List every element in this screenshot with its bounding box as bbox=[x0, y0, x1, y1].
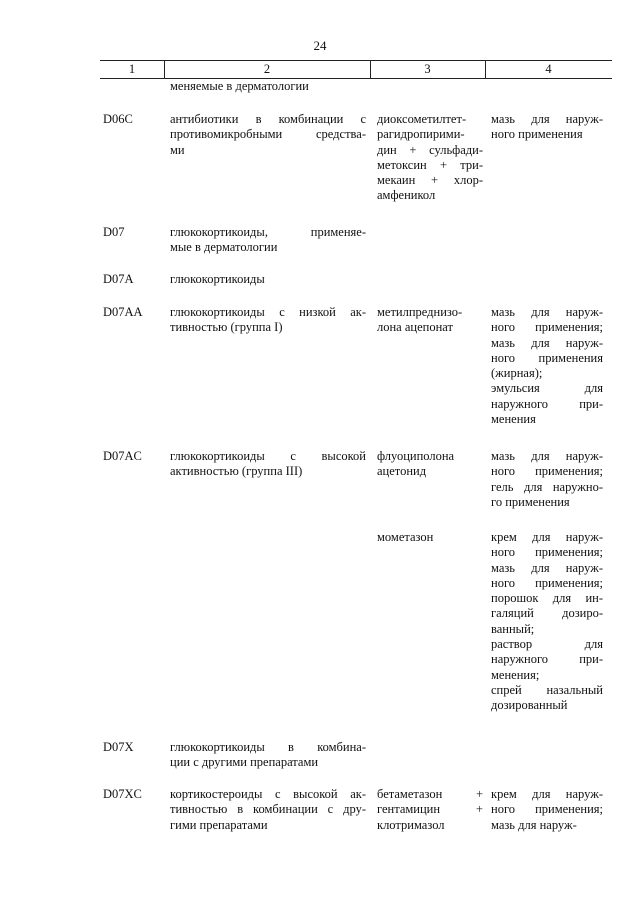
header-col-2: 2 bbox=[263, 62, 271, 76]
cell-line: ции с другими препаратами bbox=[170, 755, 319, 770]
atc-code: D07XC bbox=[103, 787, 142, 801]
cell-line: мометазон bbox=[377, 530, 434, 544]
cell-line: крем для наруж- bbox=[491, 530, 603, 544]
cell-line: тивностью (группа I) bbox=[170, 320, 283, 335]
cell-line: ного применения; bbox=[491, 575, 603, 590]
drug-name bbox=[377, 530, 483, 545]
dosage-form bbox=[491, 305, 603, 427]
group-name bbox=[170, 740, 366, 771]
cell-line: мазь для наруж- bbox=[491, 449, 603, 463]
cell-line: дин + сульфади- bbox=[377, 142, 483, 157]
cell-line: глюкокортикоиды с низкой ак- bbox=[170, 305, 366, 319]
cell-line: наружного при- bbox=[491, 396, 603, 411]
cell-line: кортикостероиды с высокой ак- bbox=[170, 787, 366, 801]
cell-line: глюкокортикоиды, применяе- bbox=[170, 225, 366, 239]
drug-name bbox=[377, 305, 483, 336]
drug-name bbox=[377, 449, 483, 480]
cell-line: противомикробными средства- bbox=[170, 127, 366, 142]
cell-line: менения bbox=[491, 412, 536, 427]
cell-line: клотримазол bbox=[377, 817, 445, 832]
cell-line: рагидропирими- bbox=[377, 127, 465, 142]
cell-line: амфеникол bbox=[377, 188, 436, 203]
cell-line: ного применения; bbox=[491, 464, 603, 479]
group-name bbox=[170, 225, 366, 256]
group-name bbox=[170, 449, 366, 480]
dosage-form bbox=[491, 449, 603, 510]
group-name bbox=[170, 272, 366, 287]
cell-line: глюкокортикоиды bbox=[170, 272, 265, 286]
cell-line: го применения bbox=[491, 494, 570, 509]
drug-name bbox=[377, 112, 483, 204]
cell-line: галяций дозиро- bbox=[491, 606, 603, 621]
cell-line: гентамицин + bbox=[377, 802, 483, 817]
cell-line: ного применения bbox=[491, 127, 583, 142]
page-number: 24 bbox=[313, 38, 327, 53]
atc-code: D06C bbox=[103, 112, 133, 126]
cell-line: флуоциполона bbox=[377, 449, 455, 463]
cell-line: гель для наружно- bbox=[491, 479, 603, 494]
atc-code: D07 bbox=[103, 225, 125, 239]
cell-line: порошок для ин- bbox=[491, 591, 603, 606]
cell-line: дозированный bbox=[491, 698, 568, 713]
cell-line: мазь для наруж- bbox=[491, 305, 603, 319]
cell-line: ного применения; bbox=[491, 802, 603, 817]
cell-line: мазь для наруж- bbox=[491, 335, 603, 350]
cell-line: мазь для наруж- bbox=[491, 112, 603, 126]
cell-line: ного применения; bbox=[491, 545, 603, 560]
cell-line: мые в дерматологии bbox=[170, 240, 278, 255]
cell-line: глюкокортикоиды в комбина- bbox=[170, 740, 366, 754]
cell-line: мекаин + хлор- bbox=[377, 173, 483, 188]
header-col-3: 3 bbox=[424, 62, 431, 76]
cell-line: мазь для наруж- bbox=[491, 817, 577, 832]
group-name bbox=[170, 787, 366, 833]
cell-line: глюкокортикоиды с высокой bbox=[170, 449, 366, 463]
table-header bbox=[100, 60, 612, 79]
cell-line: крем для наруж- bbox=[491, 787, 603, 801]
header-col-1: 1 bbox=[128, 62, 136, 76]
header-col-4: 4 bbox=[545, 62, 552, 76]
atc-code: D07AC bbox=[103, 449, 142, 463]
dosage-form bbox=[491, 112, 603, 143]
cell-line: метоксин + три- bbox=[377, 157, 483, 172]
cell-line: антибиотики в комбинации с bbox=[170, 112, 366, 126]
cell-line: наружного при- bbox=[491, 652, 603, 667]
cell-line: ного применения bbox=[491, 350, 603, 365]
atc-code: D07A bbox=[103, 272, 134, 286]
cell-line: ванный; bbox=[491, 621, 535, 636]
group-name bbox=[170, 305, 366, 336]
atc-code: D07X bbox=[103, 740, 134, 754]
cell-line: ного применения; bbox=[491, 320, 603, 335]
cell-line: ми bbox=[170, 142, 185, 157]
cell-line: метилпреднизо- bbox=[377, 305, 463, 319]
cell-line: тивностью в комбинации с дру- bbox=[170, 802, 366, 817]
atc-code: D07AA bbox=[103, 305, 143, 319]
cell-line: раствор для bbox=[491, 637, 603, 652]
drug-name bbox=[377, 787, 483, 833]
cell-line: спрей назальный bbox=[491, 682, 603, 697]
group-name bbox=[170, 112, 366, 158]
cell-line: бетаметазон + bbox=[377, 787, 483, 801]
cell-line: менения; bbox=[491, 667, 540, 682]
continuation-text: меняемые в дерматологии bbox=[170, 79, 309, 93]
cell-line: эмульсия для bbox=[491, 381, 603, 396]
cell-line: активностью (группа III) bbox=[170, 464, 303, 479]
cell-line: лона ацепонат bbox=[377, 320, 453, 335]
cell-line: (жирная); bbox=[491, 366, 543, 381]
dosage-form bbox=[491, 787, 603, 833]
dosage-form bbox=[491, 530, 603, 714]
cell-line: ацетонид bbox=[377, 464, 427, 479]
cell-line: диоксометилтет- bbox=[377, 112, 467, 126]
cell-line: гими препаратами bbox=[170, 817, 268, 832]
cell-line: мазь для наруж- bbox=[491, 560, 603, 575]
